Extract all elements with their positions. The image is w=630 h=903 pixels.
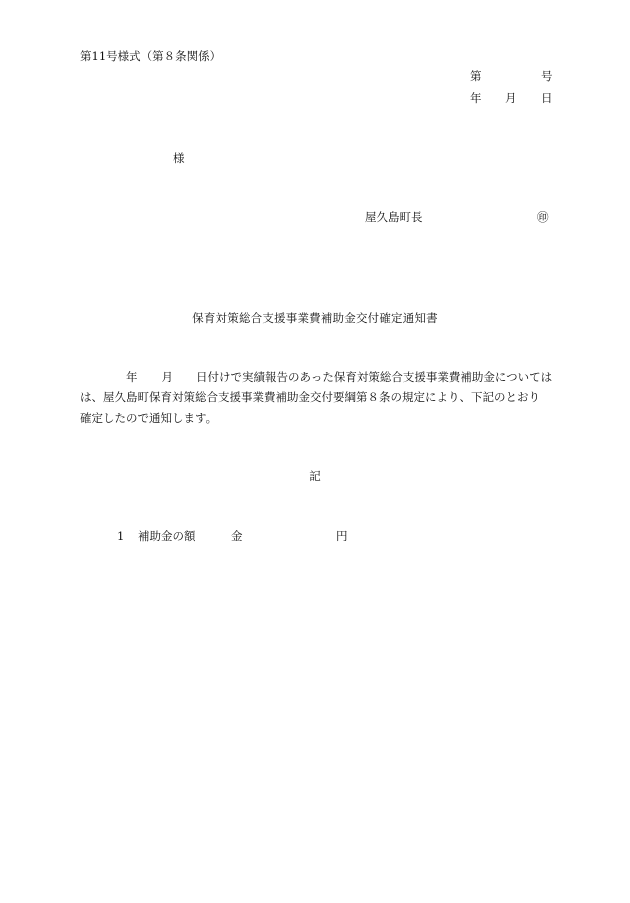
document-number-prefix: 第: [470, 69, 482, 83]
ki-heading: 記: [309, 469, 321, 483]
date-month-label: 月: [505, 91, 517, 105]
date-year-label: 年: [470, 91, 482, 105]
item-amount-prefix: 金: [231, 529, 243, 543]
body-year-label: 年: [126, 370, 138, 384]
body-line-3: 確定したので通知します。: [80, 411, 218, 425]
body-line-2: は、屋久島町保育対策総合支援事業費補助金交付要綱第８条の規定により、下記のとおり: [80, 390, 540, 404]
seal-mark: ㊞: [537, 210, 549, 224]
body-line-1-text: 日付けで実績報告のあった保育対策総合支援事業費補助金については: [196, 370, 553, 384]
form-number: 第11号様式（第８条関係）: [80, 49, 222, 63]
issuer-name: 屋久島町長: [365, 210, 423, 224]
document-title: 保育対策総合支援事業費補助金交付確定通知書: [192, 311, 438, 325]
addressee-suffix: 様: [173, 151, 185, 165]
item-amount-unit: 円: [336, 529, 348, 543]
item-number: 1: [117, 529, 125, 543]
body-month-label: 月: [161, 370, 173, 384]
date-day-label: 日: [541, 91, 553, 105]
document-number-suffix: 号: [541, 69, 553, 83]
body-line-1: [80, 372, 551, 384]
item-label: 補助金の額: [138, 529, 196, 543]
